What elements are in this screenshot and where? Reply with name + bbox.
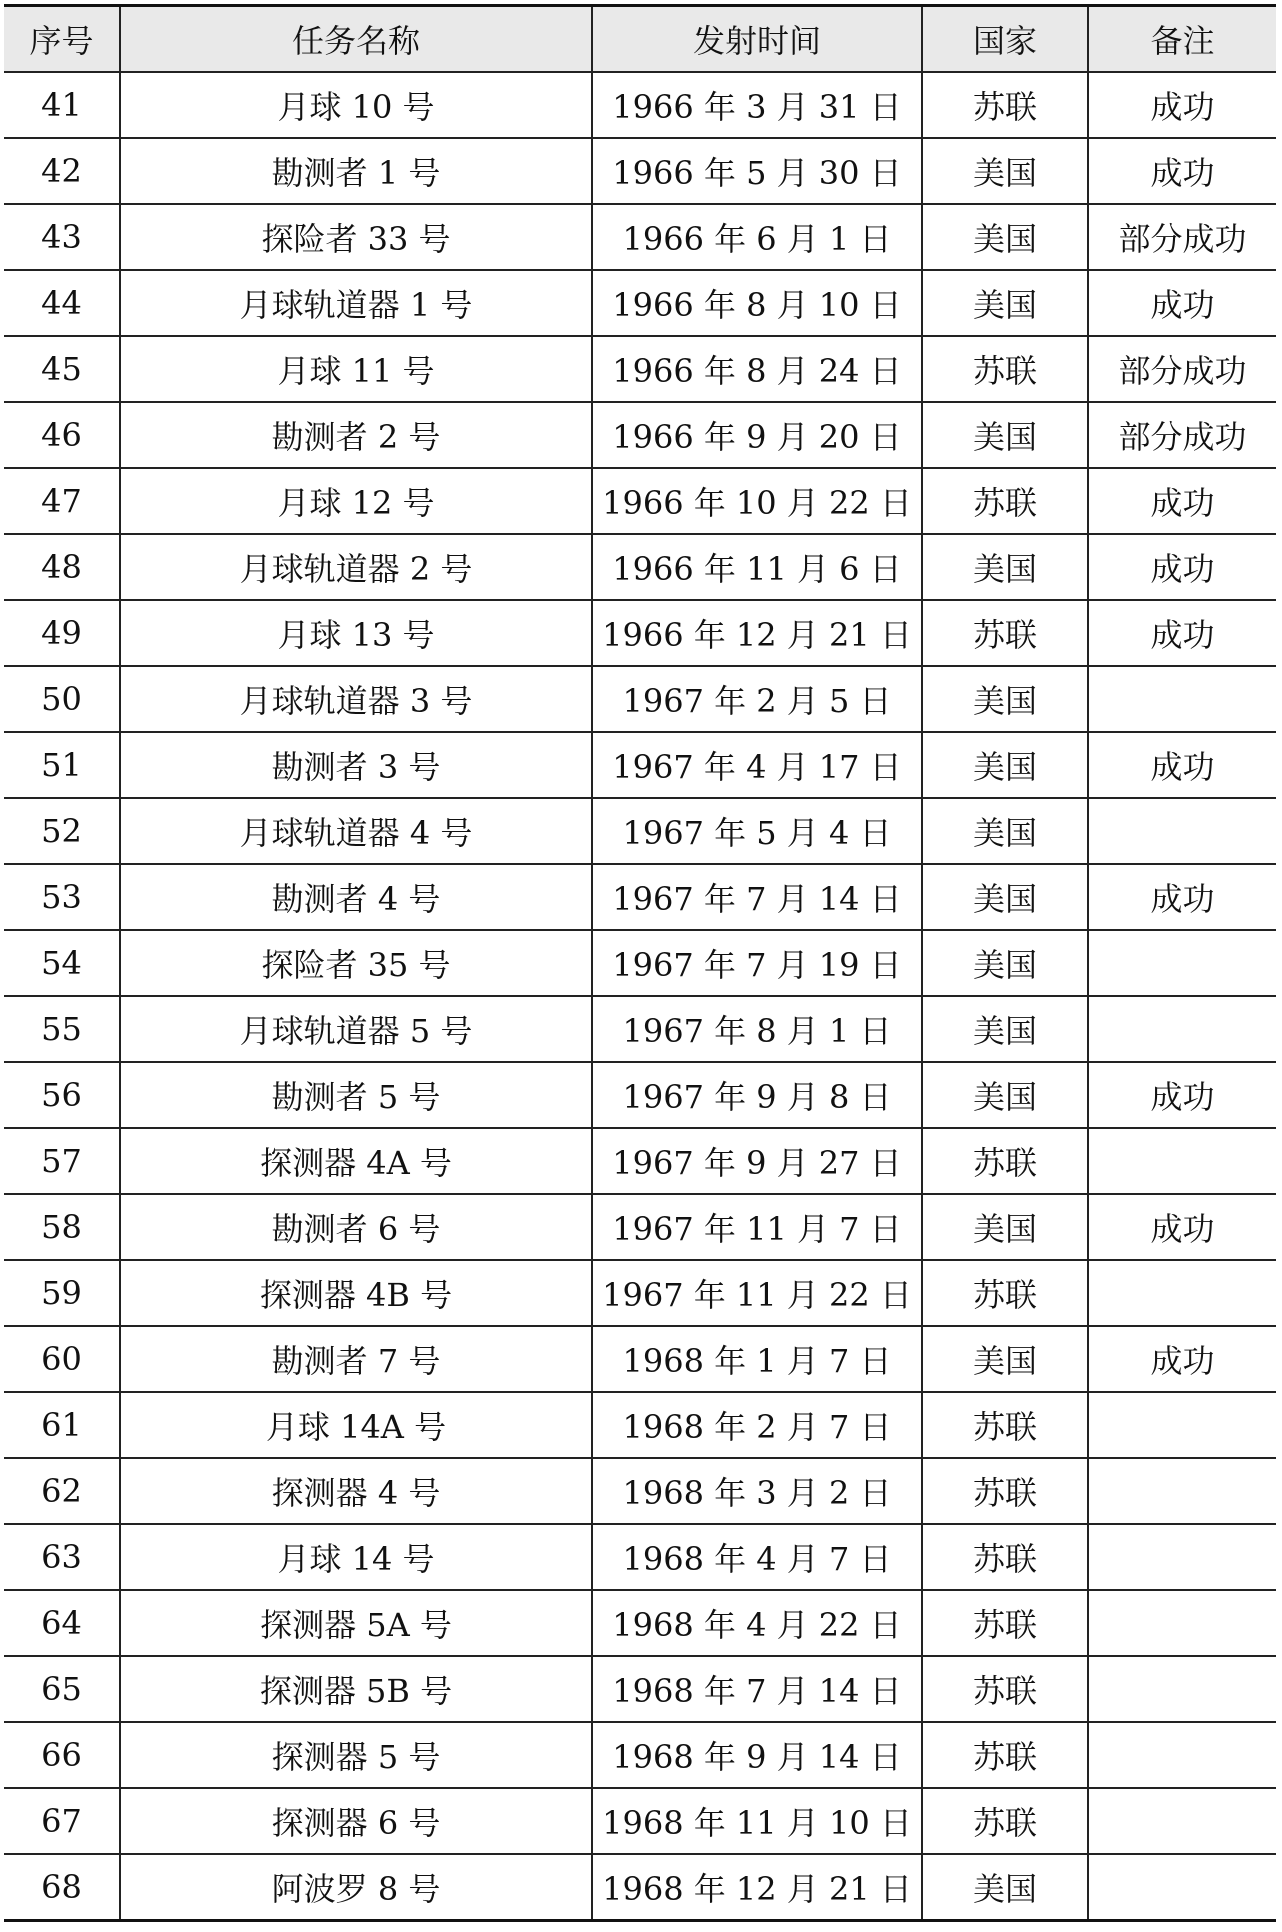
table-row	[4, 600, 1276, 666]
cell-mission-name: 月球轨道器 1 号	[120, 270, 592, 336]
cell-country: 美国	[922, 798, 1088, 864]
cell-launch-date: 1967 年 11 月 7 日	[592, 1194, 922, 1260]
cell-mission-name: 勘测者 1 号	[120, 138, 592, 204]
cell-country: 苏联	[922, 336, 1088, 402]
table-row	[4, 1722, 1276, 1788]
cell-launch-date: 1966 年 5 月 30 日	[592, 138, 922, 204]
cell-remarks	[1088, 798, 1276, 864]
table-row	[4, 864, 1276, 930]
cell-index: 47	[4, 468, 120, 534]
table-row	[4, 996, 1276, 1062]
table-row	[4, 732, 1276, 798]
cell-mission-name: 探测器 6 号	[120, 1788, 592, 1854]
table-body	[4, 72, 1276, 1921]
table-row	[4, 336, 1276, 402]
cell-country: 苏联	[922, 1392, 1088, 1458]
cell-remarks	[1088, 1524, 1276, 1590]
table-row	[4, 1128, 1276, 1194]
cell-remarks: 成功	[1088, 72, 1276, 138]
cell-index: 58	[4, 1194, 120, 1260]
cell-mission-name: 勘测者 5 号	[120, 1062, 592, 1128]
cell-remarks	[1088, 1260, 1276, 1326]
cell-launch-date: 1967 年 4 月 17 日	[592, 732, 922, 798]
cell-index: 59	[4, 1260, 120, 1326]
cell-country: 美国	[922, 1326, 1088, 1392]
cell-index: 56	[4, 1062, 120, 1128]
cell-mission-name: 勘测者 4 号	[120, 864, 592, 930]
cell-remarks: 成功	[1088, 138, 1276, 204]
cell-launch-date: 1968 年 2 月 7 日	[592, 1392, 922, 1458]
header-country: 国家	[922, 6, 1088, 73]
cell-mission-name: 阿波罗 8 号	[120, 1854, 592, 1921]
cell-index: 52	[4, 798, 120, 864]
table-row	[4, 270, 1276, 336]
cell-remarks	[1088, 996, 1276, 1062]
cell-country: 苏联	[922, 1722, 1088, 1788]
cell-country: 美国	[922, 996, 1088, 1062]
header-mission-name: 任务名称	[120, 6, 592, 73]
cell-country: 美国	[922, 1194, 1088, 1260]
cell-launch-date: 1966 年 12 月 21 日	[592, 600, 922, 666]
cell-index: 55	[4, 996, 120, 1062]
cell-remarks: 部分成功	[1088, 204, 1276, 270]
cell-country: 美国	[922, 1062, 1088, 1128]
cell-mission-name: 探测器 5A 号	[120, 1590, 592, 1656]
table-row	[4, 1854, 1276, 1921]
cell-index: 62	[4, 1458, 120, 1524]
cell-launch-date: 1968 年 9 月 14 日	[592, 1722, 922, 1788]
cell-launch-date: 1968 年 4 月 22 日	[592, 1590, 922, 1656]
cell-country: 苏联	[922, 1128, 1088, 1194]
table-row	[4, 1656, 1276, 1722]
cell-index: 49	[4, 600, 120, 666]
cell-launch-date: 1968 年 4 月 7 日	[592, 1524, 922, 1590]
cell-remarks: 成功	[1088, 1062, 1276, 1128]
cell-country: 美国	[922, 138, 1088, 204]
table-row	[4, 534, 1276, 600]
header-launch-date: 发射时间	[592, 6, 922, 73]
cell-index: 45	[4, 336, 120, 402]
cell-index: 64	[4, 1590, 120, 1656]
table-row	[4, 666, 1276, 732]
cell-mission-name: 探测器 4A 号	[120, 1128, 592, 1194]
cell-remarks: 成功	[1088, 864, 1276, 930]
table-row	[4, 138, 1276, 204]
cell-country: 美国	[922, 204, 1088, 270]
cell-country: 美国	[922, 270, 1088, 336]
cell-launch-date: 1967 年 5 月 4 日	[592, 798, 922, 864]
cell-remarks: 成功	[1088, 534, 1276, 600]
cell-launch-date: 1968 年 1 月 7 日	[592, 1326, 922, 1392]
table-row	[4, 1590, 1276, 1656]
cell-mission-name: 月球轨道器 2 号	[120, 534, 592, 600]
table-row	[4, 204, 1276, 270]
cell-remarks	[1088, 1128, 1276, 1194]
cell-mission-name: 勘测者 6 号	[120, 1194, 592, 1260]
cell-index: 43	[4, 204, 120, 270]
cell-mission-name: 探测器 5B 号	[120, 1656, 592, 1722]
cell-launch-date: 1968 年 3 月 2 日	[592, 1458, 922, 1524]
cell-index: 51	[4, 732, 120, 798]
cell-index: 42	[4, 138, 120, 204]
cell-mission-name: 勘测者 2 号	[120, 402, 592, 468]
cell-country: 苏联	[922, 1524, 1088, 1590]
cell-mission-name: 勘测者 7 号	[120, 1326, 592, 1392]
cell-mission-name: 月球 11 号	[120, 336, 592, 402]
cell-mission-name: 月球 13 号	[120, 600, 592, 666]
cell-launch-date: 1967 年 7 月 14 日	[592, 864, 922, 930]
cell-remarks	[1088, 930, 1276, 996]
cell-index: 68	[4, 1854, 120, 1921]
cell-index: 50	[4, 666, 120, 732]
cell-country: 美国	[922, 732, 1088, 798]
table-row	[4, 1458, 1276, 1524]
cell-index: 65	[4, 1656, 120, 1722]
cell-country: 美国	[922, 402, 1088, 468]
cell-index: 53	[4, 864, 120, 930]
cell-country: 苏联	[922, 72, 1088, 138]
table-row	[4, 1326, 1276, 1392]
cell-launch-date: 1968 年 12 月 21 日	[592, 1854, 922, 1921]
cell-country: 美国	[922, 930, 1088, 996]
cell-mission-name: 月球 14 号	[120, 1524, 592, 1590]
cell-launch-date: 1966 年 11 月 6 日	[592, 534, 922, 600]
cell-remarks: 成功	[1088, 1194, 1276, 1260]
cell-remarks: 成功	[1088, 600, 1276, 666]
header-remarks: 备注	[1088, 6, 1276, 73]
cell-remarks	[1088, 1656, 1276, 1722]
cell-index: 63	[4, 1524, 120, 1590]
header-index: 序号	[4, 6, 120, 73]
cell-remarks	[1088, 1458, 1276, 1524]
cell-index: 67	[4, 1788, 120, 1854]
cell-mission-name: 勘测者 3 号	[120, 732, 592, 798]
cell-launch-date: 1966 年 8 月 24 日	[592, 336, 922, 402]
cell-country: 苏联	[922, 1260, 1088, 1326]
cell-launch-date: 1966 年 10 月 22 日	[592, 468, 922, 534]
cell-country: 苏联	[922, 1458, 1088, 1524]
cell-country: 美国	[922, 1854, 1088, 1921]
cell-remarks	[1088, 1590, 1276, 1656]
cell-remarks: 成功	[1088, 732, 1276, 798]
cell-index: 60	[4, 1326, 120, 1392]
cell-country: 美国	[922, 534, 1088, 600]
cell-country: 苏联	[922, 600, 1088, 666]
table-row	[4, 1062, 1276, 1128]
table-row	[4, 1392, 1276, 1458]
cell-launch-date: 1966 年 8 月 10 日	[592, 270, 922, 336]
cell-index: 66	[4, 1722, 120, 1788]
cell-launch-date: 1967 年 2 月 5 日	[592, 666, 922, 732]
cell-remarks: 部分成功	[1088, 336, 1276, 402]
cell-mission-name: 月球 10 号	[120, 72, 592, 138]
cell-remarks: 成功	[1088, 468, 1276, 534]
cell-index: 57	[4, 1128, 120, 1194]
table-row	[4, 1194, 1276, 1260]
table-row	[4, 402, 1276, 468]
cell-country: 苏联	[922, 1656, 1088, 1722]
cell-mission-name: 探险者 33 号	[120, 204, 592, 270]
table-row	[4, 930, 1276, 996]
table-header	[4, 6, 1276, 73]
cell-country: 美国	[922, 864, 1088, 930]
cell-mission-name: 月球轨道器 4 号	[120, 798, 592, 864]
cell-launch-date: 1966 年 9 月 20 日	[592, 402, 922, 468]
cell-mission-name: 探测器 4 号	[120, 1458, 592, 1524]
header-row	[4, 6, 1276, 73]
cell-remarks	[1088, 1788, 1276, 1854]
cell-launch-date: 1967 年 7 月 19 日	[592, 930, 922, 996]
cell-mission-name: 月球轨道器 5 号	[120, 996, 592, 1062]
cell-remarks	[1088, 666, 1276, 732]
cell-mission-name: 月球 12 号	[120, 468, 592, 534]
table-row	[4, 468, 1276, 534]
cell-launch-date: 1967 年 11 月 22 日	[592, 1260, 922, 1326]
cell-launch-date: 1966 年 3 月 31 日	[592, 72, 922, 138]
cell-country: 美国	[922, 666, 1088, 732]
cell-country: 苏联	[922, 1590, 1088, 1656]
table-row	[4, 72, 1276, 138]
cell-index: 61	[4, 1392, 120, 1458]
mission-table	[4, 4, 1276, 1922]
table-row	[4, 1524, 1276, 1590]
cell-index: 48	[4, 534, 120, 600]
cell-remarks: 成功	[1088, 270, 1276, 336]
cell-launch-date: 1968 年 11 月 10 日	[592, 1788, 922, 1854]
cell-country: 苏联	[922, 1788, 1088, 1854]
cell-mission-name: 探险者 35 号	[120, 930, 592, 996]
cell-mission-name: 月球 14A 号	[120, 1392, 592, 1458]
table-row	[4, 798, 1276, 864]
cell-mission-name: 月球轨道器 3 号	[120, 666, 592, 732]
cell-remarks: 部分成功	[1088, 402, 1276, 468]
cell-country: 苏联	[922, 468, 1088, 534]
cell-launch-date: 1967 年 9 月 27 日	[592, 1128, 922, 1194]
table-row	[4, 1260, 1276, 1326]
cell-remarks	[1088, 1722, 1276, 1788]
cell-remarks	[1088, 1854, 1276, 1921]
table-row	[4, 1788, 1276, 1854]
cell-mission-name: 探测器 4B 号	[120, 1260, 592, 1326]
cell-index: 54	[4, 930, 120, 996]
cell-index: 41	[4, 72, 120, 138]
cell-launch-date: 1967 年 9 月 8 日	[592, 1062, 922, 1128]
cell-mission-name: 探测器 5 号	[120, 1722, 592, 1788]
cell-launch-date: 1967 年 8 月 1 日	[592, 996, 922, 1062]
mission-table-container	[4, 4, 1276, 1922]
cell-launch-date: 1968 年 7 月 14 日	[592, 1656, 922, 1722]
cell-remarks	[1088, 1392, 1276, 1458]
cell-remarks: 成功	[1088, 1326, 1276, 1392]
cell-launch-date: 1966 年 6 月 1 日	[592, 204, 922, 270]
cell-index: 46	[4, 402, 120, 468]
cell-index: 44	[4, 270, 120, 336]
